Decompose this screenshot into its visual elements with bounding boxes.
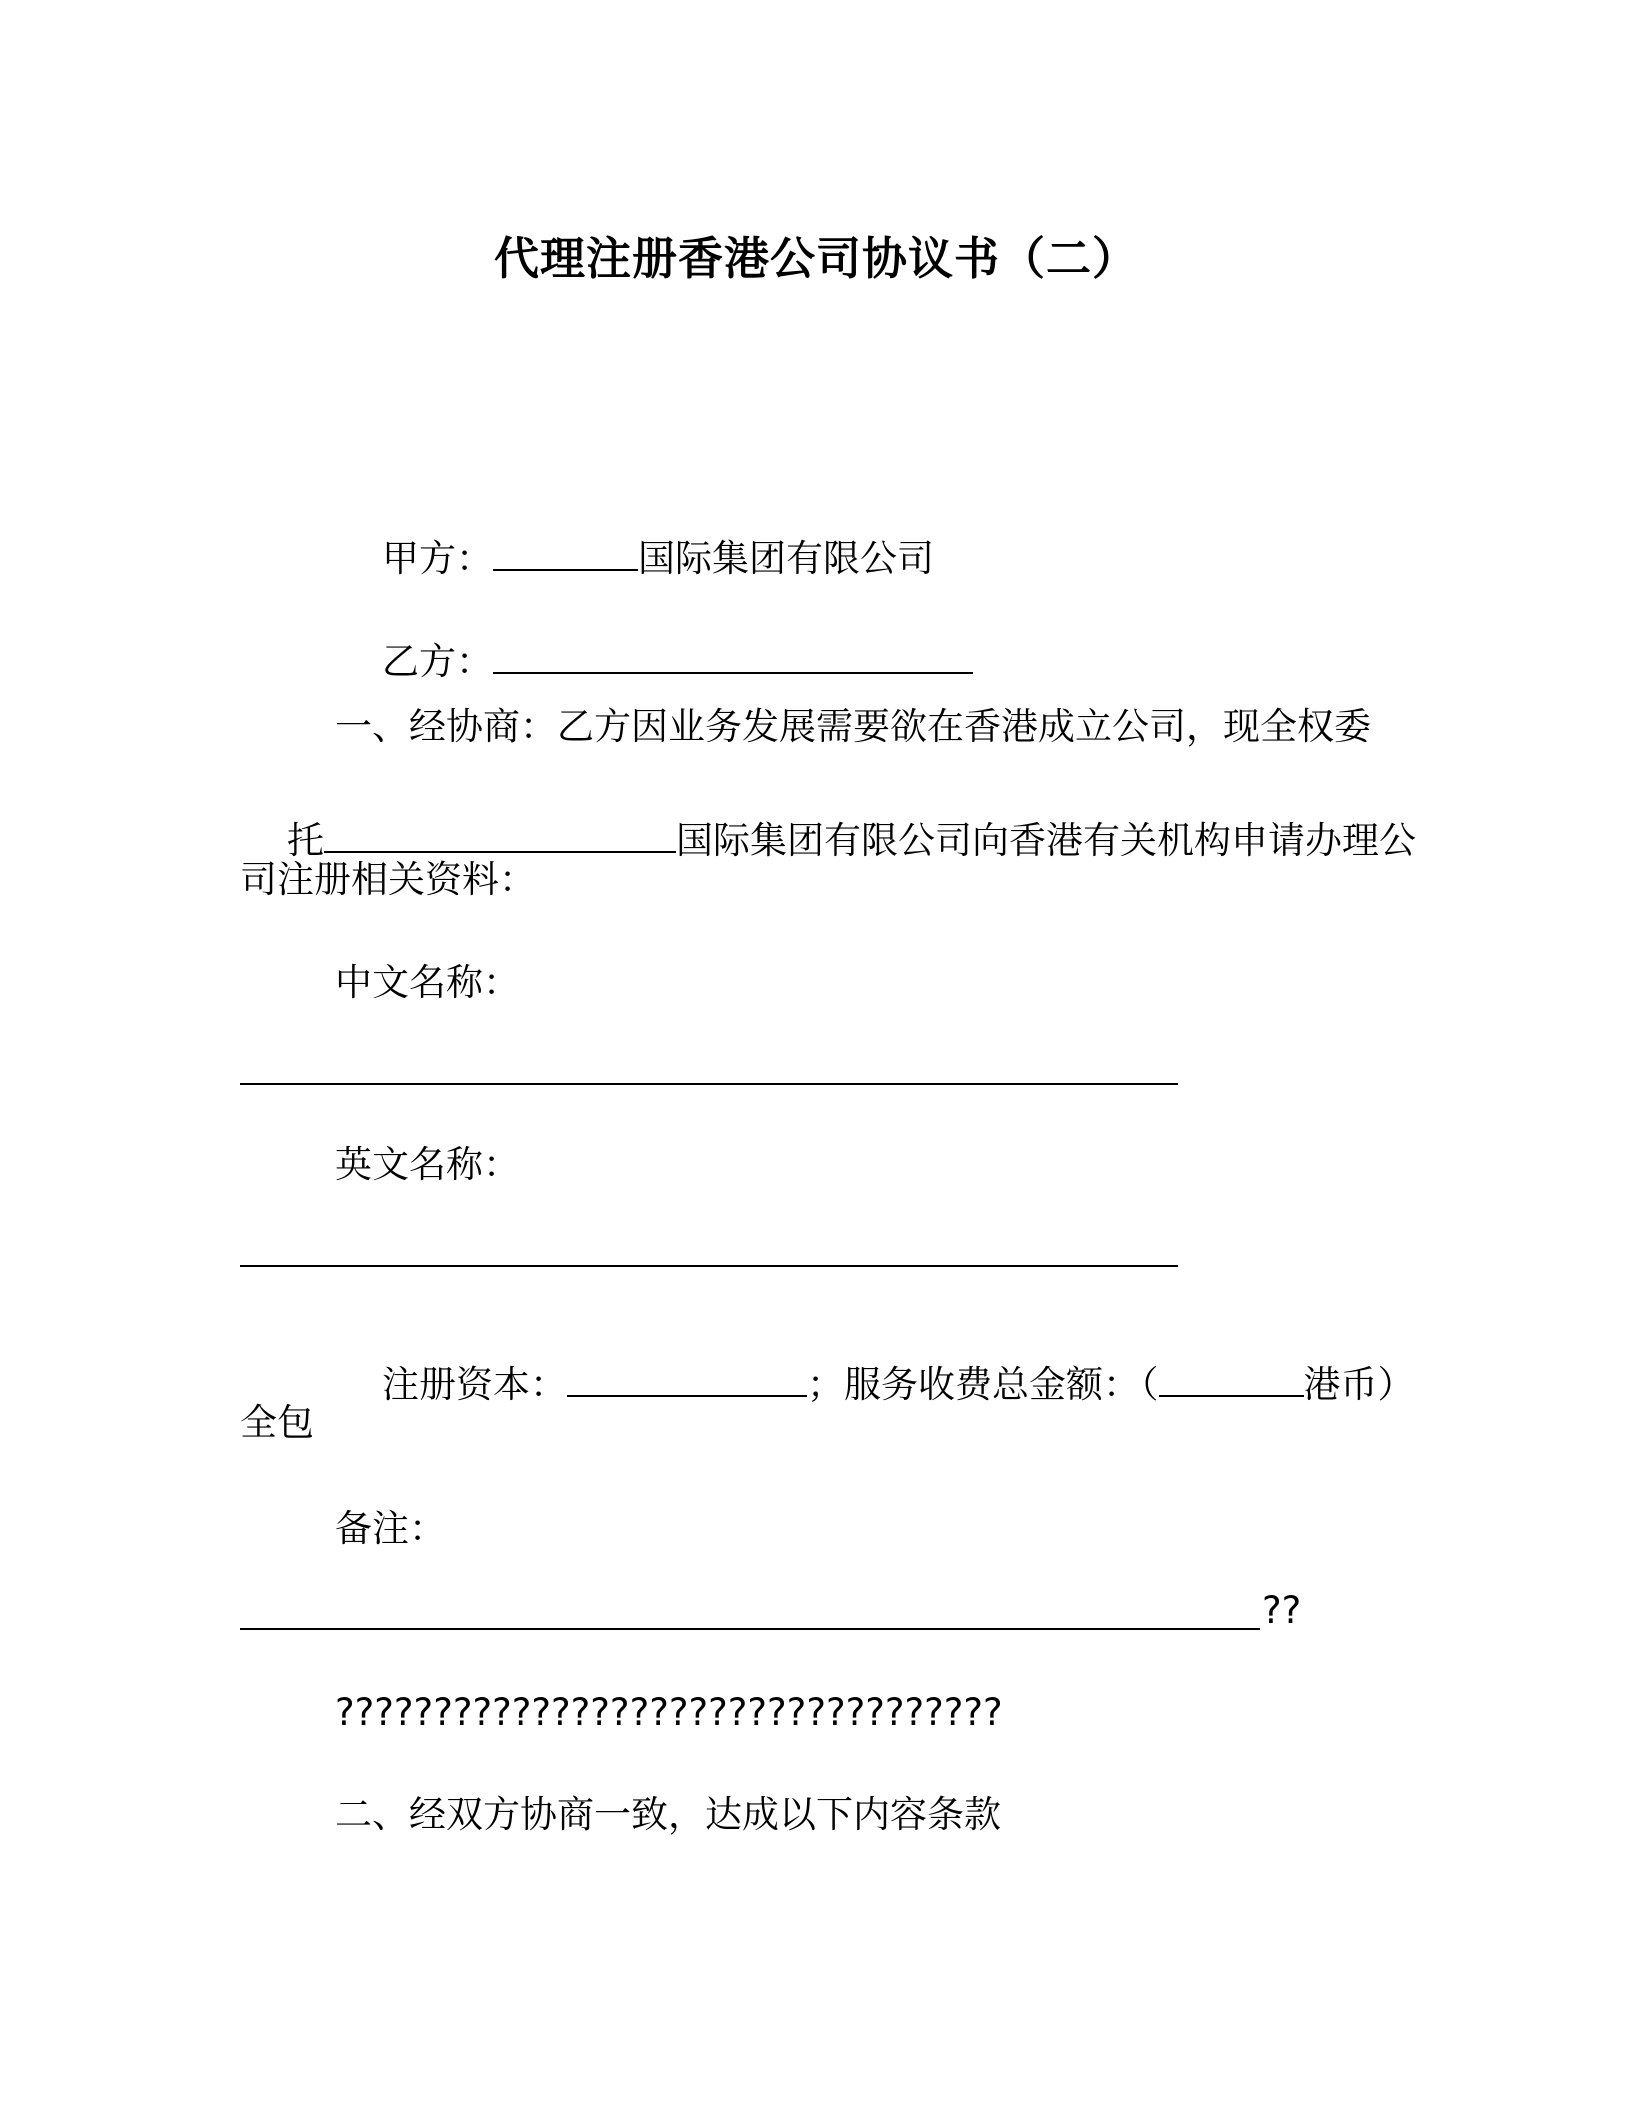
party-a-blank <box>493 539 638 571</box>
party-a-line <box>335 502 934 614</box>
party-a-label: 甲方： <box>382 537 494 580</box>
fee-blank <box>1159 1365 1304 1397</box>
party-b-label: 乙方： <box>382 640 494 683</box>
capital-label: 注册资本： <box>382 1363 568 1406</box>
capital-line <box>335 1328 1415 1440</box>
english-name-blank <box>240 1265 1178 1267</box>
remark-label: 备注： <box>335 1507 446 1550</box>
party-a-suffix: 国际集团有限公司 <box>638 537 935 580</box>
remark-tail: ?? <box>1262 1589 1302 1632</box>
agent-blank <box>324 821 676 853</box>
question-marks-line: ?????????????????????????????????? <box>335 1691 1003 1734</box>
clause1-line2-prefix: 托 <box>287 819 325 862</box>
document-title: 代理注册香港公司协议书（二） <box>493 232 1138 285</box>
fee-label: ；服务收费总金额：（ <box>807 1363 1159 1406</box>
clause1-line1: 一、经协商：乙方因业务发展需要欲在香港成立公司，现全权委 <box>335 705 1371 748</box>
chinese-name-blank <box>240 1083 1178 1085</box>
clause2-heading: 二、经双方协商一致，达成以下内容条款 <box>335 1793 1001 1836</box>
fee-line2: 全包 <box>240 1401 314 1444</box>
party-b-blank <box>493 642 973 674</box>
party-b-line <box>335 605 973 717</box>
clause1-line2-suffix: 国际集团有限公司向香港有关机构申请办理公 <box>676 819 1417 862</box>
english-name-label: 英文名称： <box>335 1143 520 1186</box>
chinese-name-label: 中文名称： <box>335 961 520 1004</box>
clause1-line3: 司注册相关资料： <box>240 858 536 901</box>
fee-suffix: 港币） <box>1303 1363 1415 1406</box>
capital-blank <box>567 1365 807 1397</box>
remark-blank <box>240 1628 1260 1630</box>
